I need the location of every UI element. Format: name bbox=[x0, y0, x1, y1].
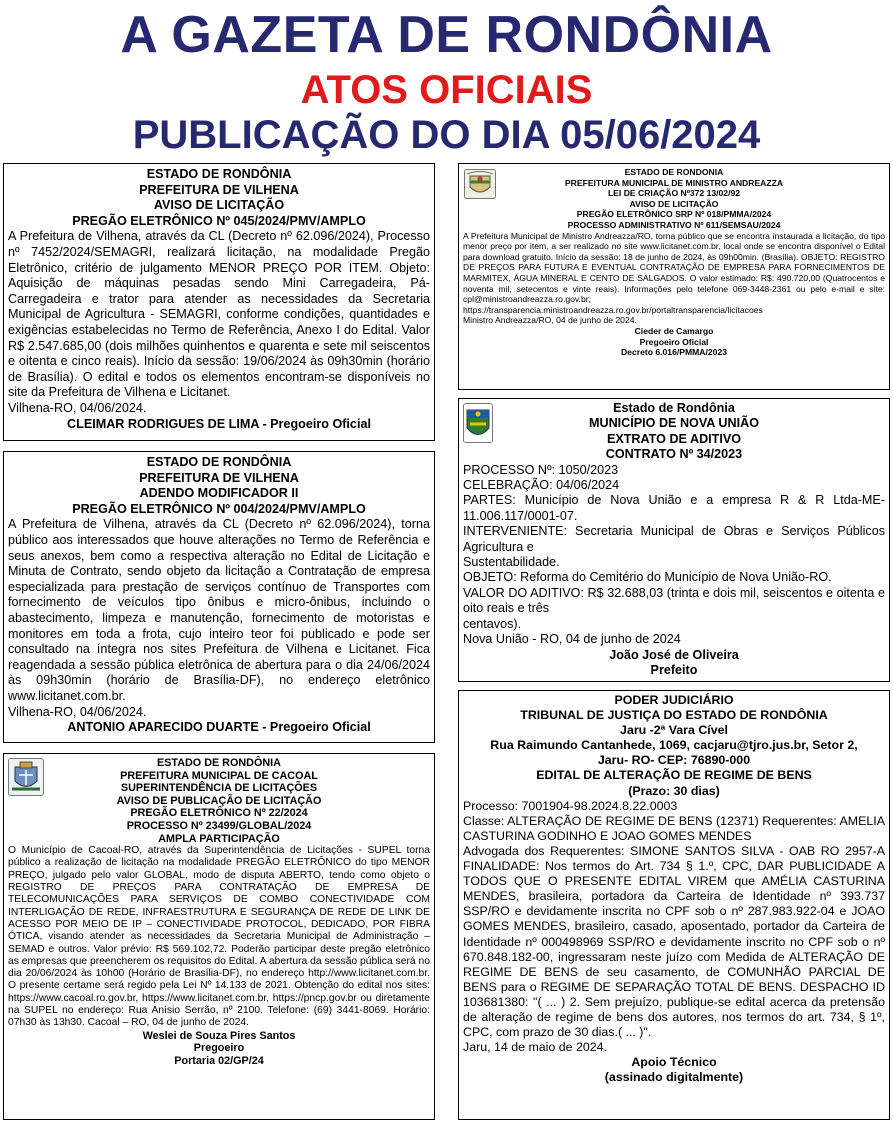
value-line: VALOR DO ADITIVO: R$ 32.688,03 (trinta e dois mil, seiscentos e oitenta e oito reais e três bbox=[463, 585, 885, 616]
header-line: AVISO DE PUBLICAÇÃO DE LICITAÇÃO bbox=[116, 794, 322, 807]
notice-header bbox=[8, 455, 430, 517]
notice-poder-judiciario bbox=[458, 690, 890, 1120]
place-date: Jaru, 14 de maio de 2024. bbox=[463, 1040, 607, 1055]
parties-line: PARTES: Município de Nova União e a empresa R & R Ltda-ME-11.006.117/0001-07. bbox=[463, 493, 885, 523]
process-line: PROCESSO Nº: 1050/2023 bbox=[463, 462, 619, 477]
signatory-decree: Decreto 6.016/PMMA/2023 bbox=[620, 347, 728, 358]
signatory-role: (assinado digitalmente) bbox=[604, 1070, 744, 1085]
notice-vilhena-aviso bbox=[3, 163, 435, 441]
header-line: EXTRATO DE ADITIVO bbox=[606, 431, 742, 446]
header-line: Rua Raimundo Cantanhede, 1069, cacjaru@tjro.jus.br, Setor 2, bbox=[490, 738, 858, 753]
signatory-name: João José de Oliveira bbox=[609, 647, 739, 662]
place-date: Vilhena-RO, 04/06/2024. bbox=[8, 400, 147, 415]
header-line: PREGÃO ELETRÔNICO Nº 045/2024/PMV/AMPLO bbox=[72, 213, 366, 228]
header-line: Estado de Rondônia bbox=[613, 401, 735, 415]
signature: CLEIMAR RODRIGUES DE LIMA - Pregoeiro Oficial bbox=[67, 416, 371, 431]
header-line: AVISO DE LICITAÇÃO bbox=[629, 198, 719, 209]
celebration-line: CELEBRAÇÃO: 04/06/2024 bbox=[463, 478, 620, 493]
header-line: PREGÃO ELETRÔNICO Nº 004/2024/PMV/AMPLO bbox=[72, 501, 366, 516]
header-line: TRIBUNAL DE JUSTIÇA DO ESTADO DE RONDÔNIA bbox=[520, 708, 828, 723]
notice-header bbox=[8, 757, 430, 845]
intervenient-line-cont: Sustentabilidade. bbox=[463, 555, 560, 570]
header-line: SUPERINTENDÊNCIA DE LICITAÇÕES bbox=[120, 782, 318, 795]
header-line: ESTADO DE RONDÔNIA bbox=[146, 455, 292, 469]
notice-vilhena-adendo bbox=[3, 451, 435, 743]
notice-cacoal bbox=[3, 753, 435, 1120]
notice-header bbox=[463, 167, 885, 231]
header-line: PROCESSO Nº 23499/GLOBAL/2024 bbox=[126, 819, 312, 832]
class-line: Classe: ALTERAÇÃO DE REGIME DE BENS (12371) Requerentes: AMELIA CASTURINA GODINHO E JOAO GOMES MENDES bbox=[463, 813, 885, 843]
notice-ministro-andreazza bbox=[458, 163, 890, 390]
header-line: Jaru -2ª Vara Cível bbox=[620, 723, 728, 738]
notice-nova-uniao bbox=[458, 398, 890, 682]
notice-body: O Município de Cacoal-RO, através da Superintendência de Licitações - SUPEL torna público a realização de licitação na modalidade PREGÃO ELETRÔNICO do tipo MENOR PREÇO, julgado pelo valor GLOBAL, modo de disputa ABERTO, tendo como objeto o REGISTRO DE PREÇOS PARA CONTRATAÇÃO DE EMPRESA DE TELECOMUNICAÇÕES PARA SERVIÇOS DE COMBO CONECTIVIDADE COM INTERLIGAÇÃO DE REDE, INFRAESTRUTURA E SEGURANÇA DE REDE DE LINK DE ACESSO POR MEIO DE IP – CONECTIVIDADE PROTOCOL, DEDICADO, POR FIBRA ÓTICA, visando atender as necessidades da Secretaria Municipal de Administração – SEMAD e outros. Valor prévio: R$ 569.102,72. Poderão participar deste pregão eletrônico as empresas que preencherem os requisitos do Edital. A abertura da sessão pública será no dia 20/06/2024 às 10h00 (Horário de Brasília-DF), no endereço http://www.licitanet.com.br. O presente certame será regido pela Lei Nº 14.133 de 2021. Obtenção do edital nos sites: https://www.cacoal.ro.gov.br, https://www.licitanet.com.br, https://pncp.gov.br ou diretamente na SUPEL no endereço: Rua Anísio Serrão, nº 2100. Telefone: (69) 3441-8069. Horário: 07h30 às 13h30. Cacoal – RO, 04 de junho de 2024. bbox=[8, 845, 430, 1029]
header-line: (Prazo: 30 dias) bbox=[628, 783, 720, 798]
header-line: ESTADO DE RONDONIA bbox=[624, 167, 724, 177]
header-line: PROCESSO ADMINISTRATIVO Nº 611/SEMSAU/2024 bbox=[567, 219, 781, 230]
notice-body: A Prefeitura Municipal de Ministro Andreazza/RO, torna público que se encontra instaurada a licitação, do tipo menor preço por item, a ser realizado no site www.licitanet.com.br, local onde se encontra disponível o Edital para download gratuito. Início da sessão: 18 de junho de 2024, às 09h00min. (Brasília). OBJETO: REGISTRO DE PREÇOS PARA FUTURA E EVENTUAL CONTRATAÇÃO DE EMPRESA PARA FORNECIMENTOS DE MARMITEX, ÁGUA MINERAL E CENTO DE SALGADOS. O valor estimado: R$: 490.720,00 (Quatrocentos e noventa mil, setecentos e vinte reais). Informações pelo telefone 069-3448-2361 ou pelo e-mail e site: cpl@ministroandreazza.ro.gov.br; https://transparencia.ministroandreazza.ro.gov.br/portaltransparencia/licitacoes bbox=[463, 230, 885, 315]
value-line-cont: centavos). bbox=[463, 616, 522, 631]
place-date: Nova União - RO, 04 de junho de 2024 bbox=[463, 632, 681, 647]
signatory-ordinance: Portaria 02/GP/24 bbox=[174, 1054, 264, 1067]
signature-block bbox=[463, 326, 885, 358]
signatory-name: Cieder de Camargo bbox=[634, 325, 714, 336]
notice-body: A Prefeitura de Vilhena, através da CL (Decreto nº 62.096/2024), torna público aos interessados que houve alterações no Termo de Referência e seus anexos, bem como a respectiva alteração no Edital de Licitação e Minuta de Contrato, sendo objeto da licitação a Contratação de empresa especializada para prestação de serviços contínuo de Transportes com fornecimento de veículos tipo ônibus e micro-ônibus, incluindo o abastecimento, limpeza e manutenção, fornecimento de motoristas e monitores em toda a frota, cujo inteiro teor foi publicado e pode ser consultado na íntegra nos sites Prefeitura de Vilhena e Licitanet. Fica reagendada a sessão pública eletrônica de abertura para o dia 24/06/2024 às 09h30min (horário de Brasília-DF), no endereço eletrônico www.licitanet.com.br. bbox=[8, 517, 430, 703]
header-line: PREGÃO ELETRÔNICO SRP Nº 018/PMMA/2024 bbox=[576, 209, 772, 220]
header-line: PREFEITURA DE VILHENA bbox=[139, 470, 299, 485]
publication-date: PUBLICAÇÃO DO DIA 05/06/2024 bbox=[132, 113, 761, 157]
place-date: Ministro Andreazza/RO, 04 de junho de 2024. bbox=[463, 315, 637, 326]
intervenient-line: INTERVENIENTE: Secretaria Municipal de Obras e Serviços Públicos Agricultura e bbox=[463, 524, 885, 554]
header-line: ESTADO DE RONDÔNIA bbox=[146, 167, 292, 181]
header-line: ESTADO DE RONDÔNIA bbox=[157, 757, 281, 769]
header-line: MUNICÍPIO DE NOVA UNIÃO bbox=[588, 416, 760, 431]
section-title: ATOS OFICIAIS bbox=[300, 68, 593, 112]
signatory-role: Prefeito bbox=[650, 662, 698, 677]
header-line: PREGÃO ELETRÔNICO Nº 22/2024 bbox=[130, 807, 308, 820]
ministro-andreazza-crest-icon bbox=[464, 169, 496, 199]
header-line: AMPLA PARTICIPAÇÃO bbox=[158, 832, 280, 845]
object-line: OBJETO: Reforma do Cemitério do Município de Nova União-RO. bbox=[463, 570, 832, 585]
notice-header bbox=[463, 693, 885, 799]
header-line: PREFEITURA DE VILHENA bbox=[139, 182, 299, 197]
signature-block bbox=[8, 1030, 430, 1068]
header-line: PREFEITURA MUNICIPAL DE CACOAL bbox=[120, 769, 318, 782]
header-line: PREFEITURA MUNICIPAL DE MINISTRO ANDREAZZA bbox=[564, 177, 784, 188]
header-line: ADENDO MODIFICADOR II bbox=[139, 486, 299, 501]
newspaper-title: A GAZETA DE RONDÔNIA bbox=[120, 6, 773, 64]
signatory-name: Weslei de Souza Pires Santos bbox=[142, 1029, 296, 1042]
header-line: AVISO DE LICITAÇÃO bbox=[153, 198, 285, 213]
signature-block bbox=[463, 648, 885, 679]
signatory-name: Apoio Técnico bbox=[631, 1055, 717, 1070]
process-line: Processo: 7001904-98.2024.8.22.0003 bbox=[463, 798, 678, 813]
signature: ANTONIO APARECIDO DUARTE - Pregoeiro Oficial bbox=[67, 720, 371, 735]
notice-header bbox=[463, 401, 885, 463]
header-line: Jaru- RO- CEP: 76890-000 bbox=[597, 753, 751, 768]
header-line: EDITAL DE ALTERAÇÃO DE REGIME DE BENS bbox=[536, 768, 812, 783]
notice-header bbox=[8, 167, 430, 229]
notice-body: Advogada dos Requerentes: SIMONE SANTOS SILVA - OAB RO 2957-A FINALIDADE: Nos termos do Art. 734 § 1.º, CPC, DAR PUBLICIDADE A TODOS QUE O PRESENTE EDITAL VIREM que AMÉLIA CASTURINA MENDES, brasileira, portadora da Carteira de Identidade nº 393.737 SSP/RO e devidamente inscrita no CPF sob o nº 287.983.922-04 e JOAO GOMES MENDES, brasileiro, casado, aposentado, portador da Carteira de Identidade nº 000498969 SSP/RO e devidamente inscrito no CPF sob o nº 670.848.182-00, ingressaram neste juízo com Medida de ALTERAÇÃO DE REGIME DE BENS de seu casamento, de COMUNHÃO PARCIAL DE BENS para o REGIME DE SEPARAÇÃO TOTAL DE BENS. DESPACHO ID 103681380: "( ... ) 2. Sem prejuízo, publique-se edital acerca da pretensão de alteração de regime de bens dos autores, nos termos do art. 734, § 1º, CPC, com prazo de 30 dias.( ... )". bbox=[463, 843, 885, 1040]
header-line: CONTRATO Nº 34/2023 bbox=[605, 447, 743, 462]
header-line: PODER JUDICIÁRIO bbox=[614, 693, 734, 707]
signatory-role: Pregoeiro Oficial bbox=[639, 336, 709, 347]
signature-block bbox=[463, 1055, 885, 1085]
signatory-role: Pregoeiro bbox=[193, 1042, 245, 1055]
nova-uniao-crest-icon bbox=[463, 403, 493, 443]
header-line: LEI DE CRIAÇÃO Nº372 13/02/92 bbox=[607, 188, 741, 199]
cacoal-crest-icon bbox=[8, 758, 44, 796]
notice-body: A Prefeitura de Vilhena, através da CL (Decreto nº 62.096/2024), Processo nº 7452/2024/SEMAGRI, realizará licitação, na modalidade Pregão Eletrônico, critério de julgamento MENOR PREÇO POR ITEM. Objeto: Aquisição de máquinas pesadas sendo Mini Carregadeira, Pá-Carregadeira e trator para atender as necessidades da Secretaria Municipal de Agricultura - SEMAGRI, conforme condições, quantidades e exigências estabelecidas no Termo de Referência, Anexo I do Edital. Valor R$ 2.547.685,00 (dois milhões quinhentos e quarenta e sete mil seiscentos e oitenta e cinco reais). Início da sessão: 19/06/2024 às 09h30min (horário de Brasília). O edital e todos os elementos encontram-se disponíveis no site da Prefeitura de Vilhena e Licitanet. bbox=[8, 229, 430, 400]
place-date: Vilhena-RO, 04/06/2024. bbox=[8, 704, 147, 719]
